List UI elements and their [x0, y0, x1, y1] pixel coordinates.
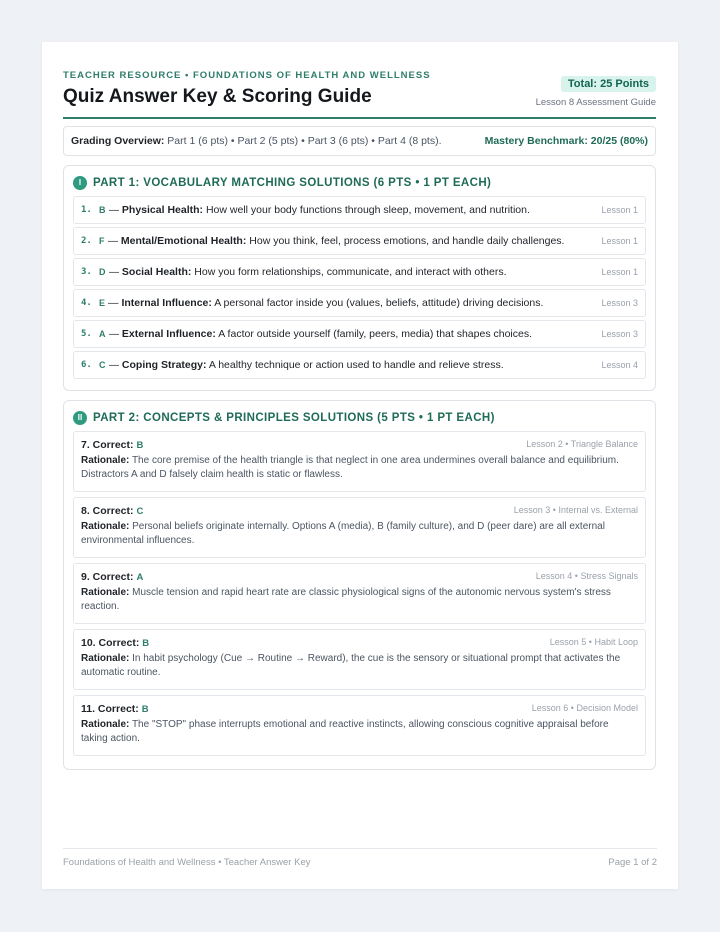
concept-number: 8. Correct: — [81, 505, 134, 517]
page-title: Quiz Answer Key & Scoring Guide — [63, 86, 372, 107]
concept-answer — [81, 703, 149, 715]
footer-left: Foundations of Health and Wellness • Teacher Answer Key — [63, 857, 311, 868]
header-meta — [536, 74, 656, 108]
part2-header — [73, 410, 646, 425]
concept-row — [73, 563, 646, 624]
page-content — [63, 70, 656, 770]
vocab-answer-letter: C — [99, 360, 106, 370]
rationale-label: Rationale: — [81, 587, 130, 598]
vocab-definition: A healthy technique or action used to handle and relieve stress. — [208, 359, 504, 371]
concept-answer — [81, 439, 143, 451]
vocab-term: Social Health: — [121, 266, 192, 278]
concept-lesson-tag: Lesson 3 • Internal vs. External — [513, 505, 638, 515]
vocab-answer-letter: F — [99, 236, 105, 246]
concept-answer — [81, 637, 149, 649]
vocab-row — [73, 320, 646, 348]
concept-number: 7. Correct: — [81, 439, 134, 451]
vocab-text: — Social Health: How you form relationships, communicate, and interact with others. — [108, 266, 507, 278]
concept-answer — [81, 505, 143, 517]
vocab-text: — Mental/Emotional Health: How you think, feel, process emotions, and handle daily challenges. — [107, 235, 565, 247]
concept-answer-letter: A — [136, 572, 144, 583]
concept-answer-letter: B — [136, 440, 144, 451]
answer-key-page — [42, 42, 678, 889]
vocab-number: 2. — [81, 236, 92, 246]
vocab-number: 4. — [81, 298, 92, 308]
vocab-answer-letter: E — [99, 298, 106, 308]
concept-row — [73, 431, 646, 492]
rationale-label: Rationale: — [81, 719, 130, 730]
vocab-number: 3. — [81, 267, 92, 277]
vocab-definition: How you think, feel, process emotions, and handle daily challenges. — [249, 235, 565, 247]
concepts-list — [73, 431, 646, 756]
header — [63, 70, 656, 108]
header-divider — [63, 117, 656, 119]
vocab-number: 1. — [81, 205, 92, 215]
eyebrow: TEACHER RESOURCE • FOUNDATIONS OF HEALTH AND WELLNESS — [63, 70, 431, 81]
vocab-number: 6. — [81, 360, 92, 370]
part1-title: PART 1: VOCABULARY MATCHING SOLUTIONS (6 PTS • 1 PT EACH) — [93, 176, 492, 189]
overview-label: Grading Overview: — [71, 135, 165, 147]
rationale-text: Muscle tension and rapid heart rate are classic physiological signs of the autonomic nervous system's stress reaction. — [81, 587, 611, 612]
vocab-lesson: Lesson 3 — [601, 298, 638, 308]
page-number: Page 1 of 2 — [608, 857, 657, 868]
rationale-text: In habit psychology (Cue → Routine → Reward), the cue is the sensory or situational prompt that activates the automatic routine. — [81, 653, 621, 678]
concept-rationale — [81, 652, 638, 680]
vocab-lesson: Lesson 4 — [601, 360, 638, 370]
vocab-answer-letter: A — [99, 329, 106, 339]
concept-row — [73, 629, 646, 690]
rationale-label: Rationale: — [81, 455, 130, 466]
concept-answer — [81, 571, 143, 583]
vocab-term: External Influence: — [121, 328, 216, 340]
lesson-label: Lesson 8 Assessment Guide — [535, 97, 656, 108]
concept-answer-letter: C — [136, 506, 144, 517]
concept-number: 9. Correct: — [81, 571, 134, 583]
vocab-row — [73, 258, 646, 286]
concept-lesson-tag: Lesson 4 • Stress Signals — [535, 571, 638, 581]
concept-row — [73, 497, 646, 558]
vocab-definition: A personal factor inside you (values, beliefs, attitude) driving decisions. — [214, 297, 544, 309]
vocab-row — [73, 196, 646, 224]
vocab-answer-letter: B — [99, 205, 106, 215]
vocab-row — [73, 351, 646, 379]
vocab-definition: How well your body functions through sleep, movement, and nutrition. — [205, 204, 530, 216]
grading-overview — [63, 126, 656, 156]
rationale-text: The core premise of the health triangle is that neglect in one area undermines overall balance and equilibrium. Distractors A and D falsely claim health is static or flawless. — [81, 455, 619, 480]
vocab-number: 5. — [81, 329, 92, 339]
concept-rationale — [81, 718, 638, 746]
concept-lesson-tag: Lesson 6 • Decision Model — [531, 703, 638, 713]
vocab-lesson: Lesson 1 — [601, 267, 638, 277]
footer-divider — [63, 848, 657, 849]
total-points-badge: Total: 25 Points — [561, 76, 656, 92]
concept-rationale — [81, 454, 638, 482]
concept-row — [73, 695, 646, 756]
concept-answer-letter: B — [142, 638, 150, 649]
concept-lesson-tag: Lesson 2 • Triangle Balance — [526, 439, 638, 449]
concept-rationale — [81, 520, 638, 548]
concept-header — [81, 439, 638, 451]
part1-badge: I — [73, 176, 87, 190]
vocab-definition: A factor outside yourself (family, peers, media) that shapes choices. — [218, 328, 533, 340]
part1-section — [63, 165, 656, 391]
vocab-term: Mental/Emotional Health: — [120, 235, 247, 247]
rationale-text: Personal beliefs originate internally. Options A (media), B (family culture), and D (peer dare) are all external environmental influences. — [81, 521, 605, 546]
part2-section — [63, 400, 656, 770]
mastery-benchmark: Mastery Benchmark: 20/25 (80%) — [484, 135, 648, 147]
concept-rationale — [81, 586, 638, 614]
rationale-label: Rationale: — [81, 653, 130, 664]
rationale-label: Rationale: — [81, 521, 130, 532]
concept-header — [81, 571, 638, 583]
overview-text: Part 1 (6 pts) • Part 2 (5 pts) • Part 3 (6 pts) • Part 4 (8 pts). — [167, 135, 442, 147]
vocab-definition: How you form relationships, communicate, and interact with others. — [194, 266, 507, 278]
part2-badge: II — [73, 411, 87, 425]
concept-header — [81, 505, 638, 517]
vocab-row — [73, 227, 646, 255]
concept-header — [81, 703, 638, 715]
footer — [63, 857, 657, 868]
concept-answer-letter: B — [141, 704, 149, 715]
vocab-text: — Internal Influence: A personal factor inside you (values, beliefs, attitude) driving decisions. — [108, 297, 544, 309]
rationale-text: The "STOP" phase interrupts emotional and reactive instincts, allowing conscious cognitive appraisal before taking action. — [81, 719, 609, 744]
part1-header — [73, 175, 646, 190]
vocab-text: — Physical Health: How well your body functions through sleep, movement, and nutrition. — [108, 204, 530, 216]
vocab-lesson: Lesson 1 — [601, 236, 638, 246]
concept-lesson-tag: Lesson 5 • Habit Loop — [549, 637, 638, 647]
vocab-term: Coping Strategy: — [121, 359, 207, 371]
part2-title: PART 2: CONCEPTS & PRINCIPLES SOLUTIONS (5 PTS • 1 PT EACH) — [93, 411, 495, 424]
vocab-text: — External Influence: A factor outside yourself (family, peers, media) that shapes choices. — [108, 328, 533, 340]
vocab-term: Physical Health: — [121, 204, 204, 216]
vocab-term: Internal Influence: — [121, 297, 212, 309]
concept-number: 10. Correct: — [81, 637, 140, 649]
vocab-list — [73, 196, 646, 379]
vocab-answer-letter: D — [99, 267, 106, 277]
vocab-lesson: Lesson 1 — [601, 205, 638, 215]
vocab-row — [73, 289, 646, 317]
concept-number: 11. Correct: — [81, 703, 139, 715]
vocab-text: — Coping Strategy: A healthy technique or action used to handle and relieve stress. — [108, 359, 504, 371]
vocab-lesson: Lesson 3 — [601, 329, 638, 339]
concept-header — [81, 637, 638, 649]
